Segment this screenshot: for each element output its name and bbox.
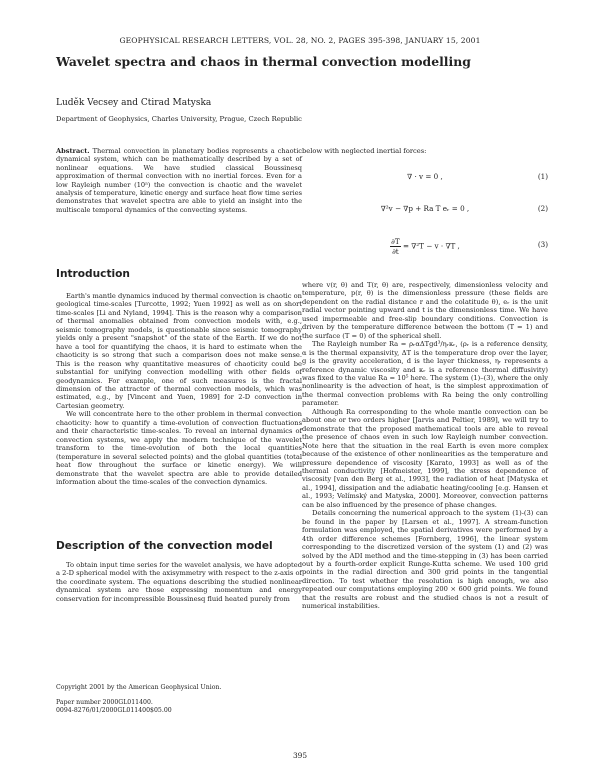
introduction-heading: Introduction: [56, 268, 130, 280]
equation-3-numerator: ∂T: [391, 237, 400, 246]
intro-paragraph-1: Earth's mantle dynamics induced by thermal convection is chaotic on geological time-scales [Turcotte, 1992; Yuen 1992] as well as on short time-scales [Li and Nyland, 1994]. This is the reason why a comparison of thermal anomalies obtained from convection models with, e.g., seismic tomography models, is questionable since seismic tomography yields only a present "snapshot" of the state of the Earth. If we do not have a tool for quantifying the chaos, it is hard to estimate when the chaoticity is so strong that such a comparison does not make sense. This is the reason why quantitative measures of chaoticity could be substantial for unifying convection modelling with other fields of geodynamics. For example, one of such measures is the fractal dimension of the attractor of thermal convection models, which was estimated, e.g., by [Vincent and Yuen, 1989] for 2-D convection in Cartesian geometry.: [56, 292, 302, 410]
equations-lead: below with neglected inertial forces:: [302, 147, 427, 155]
authors: Luděk Vecsey and Ctirad Matyska: [56, 98, 212, 108]
intro-paragraph-2: We will concentrate here to the other problem in thermal convection chaoticity: how to quantify a time-evolution of convection fluctuations and their characteristic time-scales. To reveal an internal dynamics of convection systems, we apply the modern technique of the wavelet transform to the time-evolution of both the local quantities (temperature in several selected points) and the global quantities (total heat flow throughout the surface or kinetic energy). We will demonstrate that the wavelet spectra are able to provide detailed information about the time-scales of the convection dynamics.: [56, 410, 302, 486]
right-paragraph-4: Details concerning the numerical approach to the system (1)-(3) can be found in the paper by [Larsen et al., 1997]. A stream-function formulation was employed, the spatial derivatives were performed by a 4th order difference schemes [Fornberg, 1996], the linear system corresponding to the discretized version of the system (1) and (2) was solved by the ADI method and the time-stepping in (3) has been carried out by a fourth-order explicit Runge-Kutta scheme. We used 100 grid points in the radial direction and 300 grid points in the tangential direction. To test whether the resolution is high enough, we also repeated our computations employing 200 × 600 grid points. We found that the results are robust and the studied chaos is not a result of numerical instabilities.: [302, 509, 548, 611]
equation-3-expr: [302, 237, 548, 256]
equation-2-number: (2): [537, 204, 548, 213]
paper-title: Wavelet spectra and chaos in thermal convection modelling: [56, 54, 471, 69]
introduction-body: [56, 292, 302, 486]
equation-3-number: (3): [537, 240, 548, 249]
abstract: [56, 147, 302, 214]
model-paragraph-1: To obtain input time series for the wavelet analysis, we have adopted a 2-D spherical model with the axisymmetry with respect to the z-axis of the coordinate system. The equations describing the studied nonlinear dynamical system are those expressing momentum and energy conservation for incompressible Boussinesq fluid heated purely from: [56, 561, 302, 603]
equation-1-number: (1): [537, 172, 548, 181]
model-heading: Description of the convection model: [56, 540, 273, 552]
right-column-body: [302, 281, 548, 611]
equation-3-denominator: ∂t: [392, 247, 399, 256]
paper-number: Paper number 2000GL011400.: [56, 699, 153, 706]
right-paragraph-3: Although Ra corresponding to the whole mantle convection can be about one or two orders higher [Jarvis and Peltier, 1989], we will try to demonstrate that the proposed mathematical tools are able to reveal the presence of chaos even in such low Rayleigh number convection. Note here that the situation in the real Earth is even more complex because of the existence of other nonlinearities as the temperature and pressure dependence of viscosity [Karato, 1993] as well as of the thermal conductivity [Hofmeister, 1999], the stress dependence of viscosity [van den Berg et al., 1993], the radiation of heat [Matyska et al., 1994], dissipation and the adiabatic heating/cooling [e.g. Hansen et al., 1993; Velímský and Matyska, 2000]. Moreover, convection patterns can be also influenced by the presence of phase changes.: [302, 407, 548, 509]
model-body: [56, 561, 302, 603]
right-paragraph-1: where v(r, θ) and T(r, θ) are, respectively, dimensionless velocity and temperature, p(r, θ) is the dimensionless pressure (these fields are dependent on the radial distance r and the colatitude θ), eᵣ is the unit radial vector pointing upward and t is the dimensionless time. We have used impermeable and free-slip boundary conditions. Convection is driven by the temperature difference between the bottom (T = 1) and the surface (T = 0) of the spherical shell.: [302, 281, 548, 340]
copyright-notice: Copyright 2001 by the American Geophysical Union.: [56, 684, 222, 691]
equation-3-rhs: = ∇²T − v · ∇T ,: [402, 241, 460, 251]
right-paragraph-2: The Rayleigh number Ra = ρᵣαΔTgd³/ηᵣκᵣ, (ρᵣ is a reference density, α is the thermal expansivity, ΔT is the temperature drop over the layer, g is the gravity acceleration, d is the layer thickness, ηᵣ represents a reference dynamic viscosity and κᵣ is a reference thermal diffusivity) was fixed to the value Ra = 10⁵ here. The system (1)–(3), where the only nonlinearity is the advection of heat, is the simplest approximation of the thermal convection problems with Ra being the only controlling parameter.: [302, 340, 548, 408]
equation-3-fraction: [390, 237, 401, 256]
abstract-text: Thermal convection in planetary bodies represents a chaotic dynamical system, which can be mathematically described by a set of nonlinear equations. We have studied classical Boussinesq approximation of thermal convection with no inertial forces. Even for a low Rayleigh number (10⁵) the convection is chaotic and the wavelet analysis of temperature, kinetic energy and surface heat flow time series demonstrates that wavelet spectra are able to yield an insight into the multiscale temporal dynamics of the convecting systems.: [56, 147, 302, 214]
running-head: GEOPHYSICAL RESEARCH LETTERS, VOL. 28, NO. 2, PAGES 395-398, JANUARY 15, 2001: [119, 36, 481, 45]
paper-code: 0094-8276/01/2000GL011400$05.00: [56, 707, 172, 714]
equation-2-expr: ∇²v − ∇p + Ra T eᵣ = 0 ,: [380, 204, 470, 213]
affiliation: Department of Geophysics, Charles University, Prague, Czech Republic: [56, 115, 302, 123]
equation-1-expr: ∇ · v = 0 ,: [407, 172, 443, 181]
page-number: 395: [292, 751, 308, 760]
abstract-label: Abstract.: [56, 147, 90, 155]
paper-number-block: [56, 699, 172, 715]
